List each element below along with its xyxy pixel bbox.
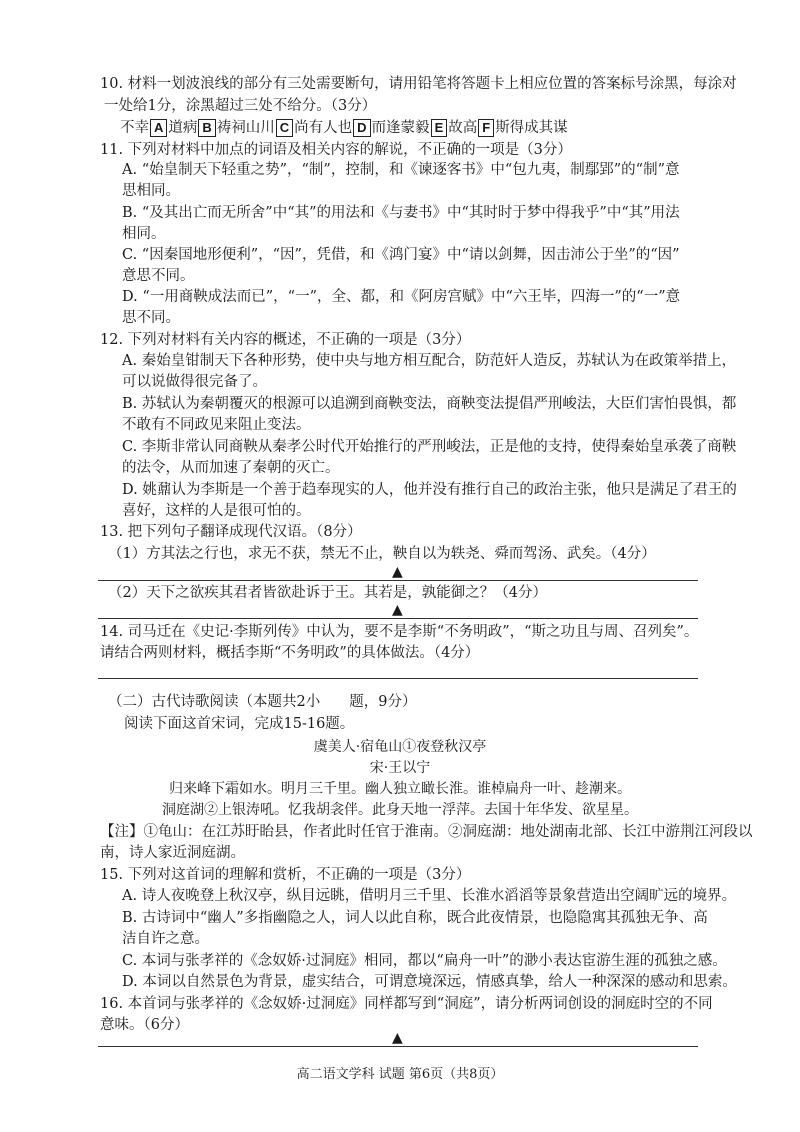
q10-line2: 一处给1分，涂黑超过三处不给分。（3分） bbox=[104, 98, 377, 114]
answer-line[interactable] bbox=[98, 618, 698, 619]
answer-line[interactable] bbox=[98, 1046, 698, 1047]
note-line2: 南，诗人家近洞庭湖。 bbox=[100, 845, 245, 861]
q10-line1: 10. 材料一划波浪线的部分有三处需要断句，请用铅笔将答题卡上相应位置的答案标号涂黑，每涂对 bbox=[100, 76, 737, 92]
q11-option-b: B. “及其出亡而无所舍”中“其”的用法和《与妻书》中“其时时于梦中得我乎”中“其”用法 bbox=[122, 205, 680, 221]
segment-text: 祷祠山川 bbox=[216, 120, 275, 136]
q15-option-b-cont: 洁自许之意。 bbox=[122, 931, 209, 947]
answer-marker: ▲ bbox=[392, 1030, 403, 1046]
q15-option-d: D. 本词以自然景色为背景，虚实结合，可谓意境深远，情感真挚，给人一种深深的感动和思索。 bbox=[122, 974, 737, 990]
page-footer: 高二语文学科 试题 第6页（共8页） bbox=[296, 1067, 504, 1082]
q15-option-b: B. 古诗词中“幽人”多指幽隐之人，词人以此自称，既合此夜情景，也隐隐寓其孤独无争、高 bbox=[122, 910, 708, 926]
option-box-b[interactable]: B bbox=[198, 119, 215, 137]
q12-option-c-cont: 的法令，从而加速了秦朝的灭亡。 bbox=[122, 460, 340, 476]
option-box-e[interactable]: E bbox=[431, 119, 448, 137]
q14-line2: 请结合两则材料，概括李斯“不务明政”的具体做法。（4分） bbox=[100, 645, 480, 661]
q12-option-d: D. 姚鼐认为李斯是一个善于趋奉现实的人，他并没有推行自己的政治主张，他只是满足了君王的 bbox=[122, 482, 737, 498]
segment-text: 而逢蒙毅 bbox=[371, 120, 430, 136]
segment-text: 不幸 bbox=[120, 120, 149, 136]
q14-line1: 14. 司马迁在《史记·李斯列传》中认为，要不是李斯“不务明政”，“斯之功且与周、召列矣”。 bbox=[100, 624, 699, 640]
q11-stem: 11. 下列对材料中加点的词语及相关内容的解说，不正确的一项是（3分） bbox=[100, 142, 572, 158]
poem-author: 宋·王以宁 bbox=[369, 760, 431, 776]
q16-line1: 16. 本首词与张孝祥的《念奴娇·过洞庭》同样都写到“洞庭”，请分析两词创设的洞庭时空的不同 bbox=[100, 996, 713, 1012]
answer-line[interactable] bbox=[98, 678, 698, 679]
answer-marker: ▲ bbox=[392, 602, 403, 618]
q10-segmented-text bbox=[120, 118, 568, 138]
segment-text: 尚有人也 bbox=[294, 120, 353, 136]
answer-line[interactable] bbox=[98, 580, 698, 581]
q12-option-d-cont: 喜好，这样的人是很可怕的。 bbox=[122, 503, 311, 519]
q12-option-c: C. 李斯非常认同商鞅从秦孝公时代开始推行的严刑峻法，正是他的支持，使得秦始皇承袭了商鞅 bbox=[122, 439, 737, 455]
q12-option-b-cont: 不敢有不同政见来阻止变法。 bbox=[122, 417, 311, 433]
q15-option-c: C. 本词与张孝祥的《念奴娇·过洞庭》相同，都以“扁舟一叶”的渺小表达宦游生涯的孤独之感。 bbox=[122, 953, 727, 969]
q11-option-b-cont: 相同。 bbox=[122, 226, 166, 242]
q15-option-a: A. 诗人夜晚登上秋汉亭，纵目远眺，借明月三千里、长淮水滔滔等景象营造出空阔旷远的境界。 bbox=[122, 888, 737, 904]
option-box-f[interactable]: F bbox=[478, 119, 494, 137]
segment-text: 道病 bbox=[168, 120, 198, 136]
q12-option-b: B. 苏轼认为秦朝覆灭的根源可以追溯到商鞅变法，商鞅变法提倡严刑峻法，大臣们害怕畏惧，都 bbox=[122, 396, 737, 412]
option-box-c[interactable]: C bbox=[276, 119, 293, 137]
option-box-d[interactable]: D bbox=[353, 119, 370, 137]
q13-sentence-2: （2）天下之欲疾其君者皆欲赴诉于王。其若是，孰能御之？（4分） bbox=[108, 585, 547, 601]
segment-text: 故高 bbox=[448, 120, 478, 136]
section-intro: 阅读下面这首宋词，完成15-16题。 bbox=[124, 716, 355, 732]
q12-stem: 12. 下列对材料有关内容的概述，不正确的一项是（3分） bbox=[100, 332, 471, 348]
note-line1: 【注】①龟山：在江苏盱眙县，作者此时任官于淮南。②洞庭湖：地处湖南北部、长江中游荆江河段以 bbox=[100, 824, 753, 840]
q11-option-d-cont: 思不同。 bbox=[122, 310, 180, 326]
poem-line-1: 归来峰下霜如水。明月三千里。幽人独立瞰长淮。谁棹扁舟一叶、趁潮来。 bbox=[169, 781, 631, 797]
q12-option-a: A. 秦始皇钳制天下各种形势，使中央与地方相互配合，防范奸人造反，苏轼认为在政策举措上， bbox=[122, 353, 737, 369]
q13-stem: 13. 把下列句子翻译成现代汉语。（8分） bbox=[100, 524, 362, 540]
q15-stem: 15. 下列对这首词的理解和赏析，不正确的一项是（3分） bbox=[100, 867, 471, 883]
option-box-a[interactable]: A bbox=[150, 119, 167, 137]
poem-title: 虞美人·宿龟山①夜登秋汉亭 bbox=[313, 739, 487, 755]
poem-line-2: 洞庭湖②上银涛吼。忆我胡衾伴。此身天地一浮萍。去国十年华发、欲星星。 bbox=[162, 802, 638, 818]
q13-sentence-1: （1）方其法之行也，求无不获，禁无不止，鞅自以为轶尧、舜而驾汤、武矣。（4分） bbox=[108, 546, 656, 562]
q11-option-c-cont: 意思不同。 bbox=[122, 268, 195, 284]
q16-line2: 意味。（6分） bbox=[100, 1017, 189, 1033]
section-heading: （二）古代诗歌阅读（本题共2小 题，9分） bbox=[108, 694, 417, 710]
q11-option-d: D. “一用商鞅成法而已”，“一”，全、都，和《阿房宫赋》中“六王毕，四海一”的“一”意 bbox=[122, 289, 681, 305]
q11-option-a-cont: 思相同。 bbox=[122, 183, 180, 199]
q12-option-a-cont: 可以说做得很完备了。 bbox=[122, 374, 267, 390]
segment-text: 斯得成其谋 bbox=[495, 120, 568, 136]
q11-option-a: A. “始皇制天下轻重之势”，“制”，控制，和《谏逐客书》中“包九夷，制鄢郢”的“制”意 bbox=[122, 162, 680, 178]
answer-marker: ▲ bbox=[392, 564, 403, 580]
q11-option-c: C. “因秦国地形便利”，“因”，凭借，和《鸿门宴》中“请以剑舞，因击沛公于坐”的“因” bbox=[122, 247, 680, 263]
